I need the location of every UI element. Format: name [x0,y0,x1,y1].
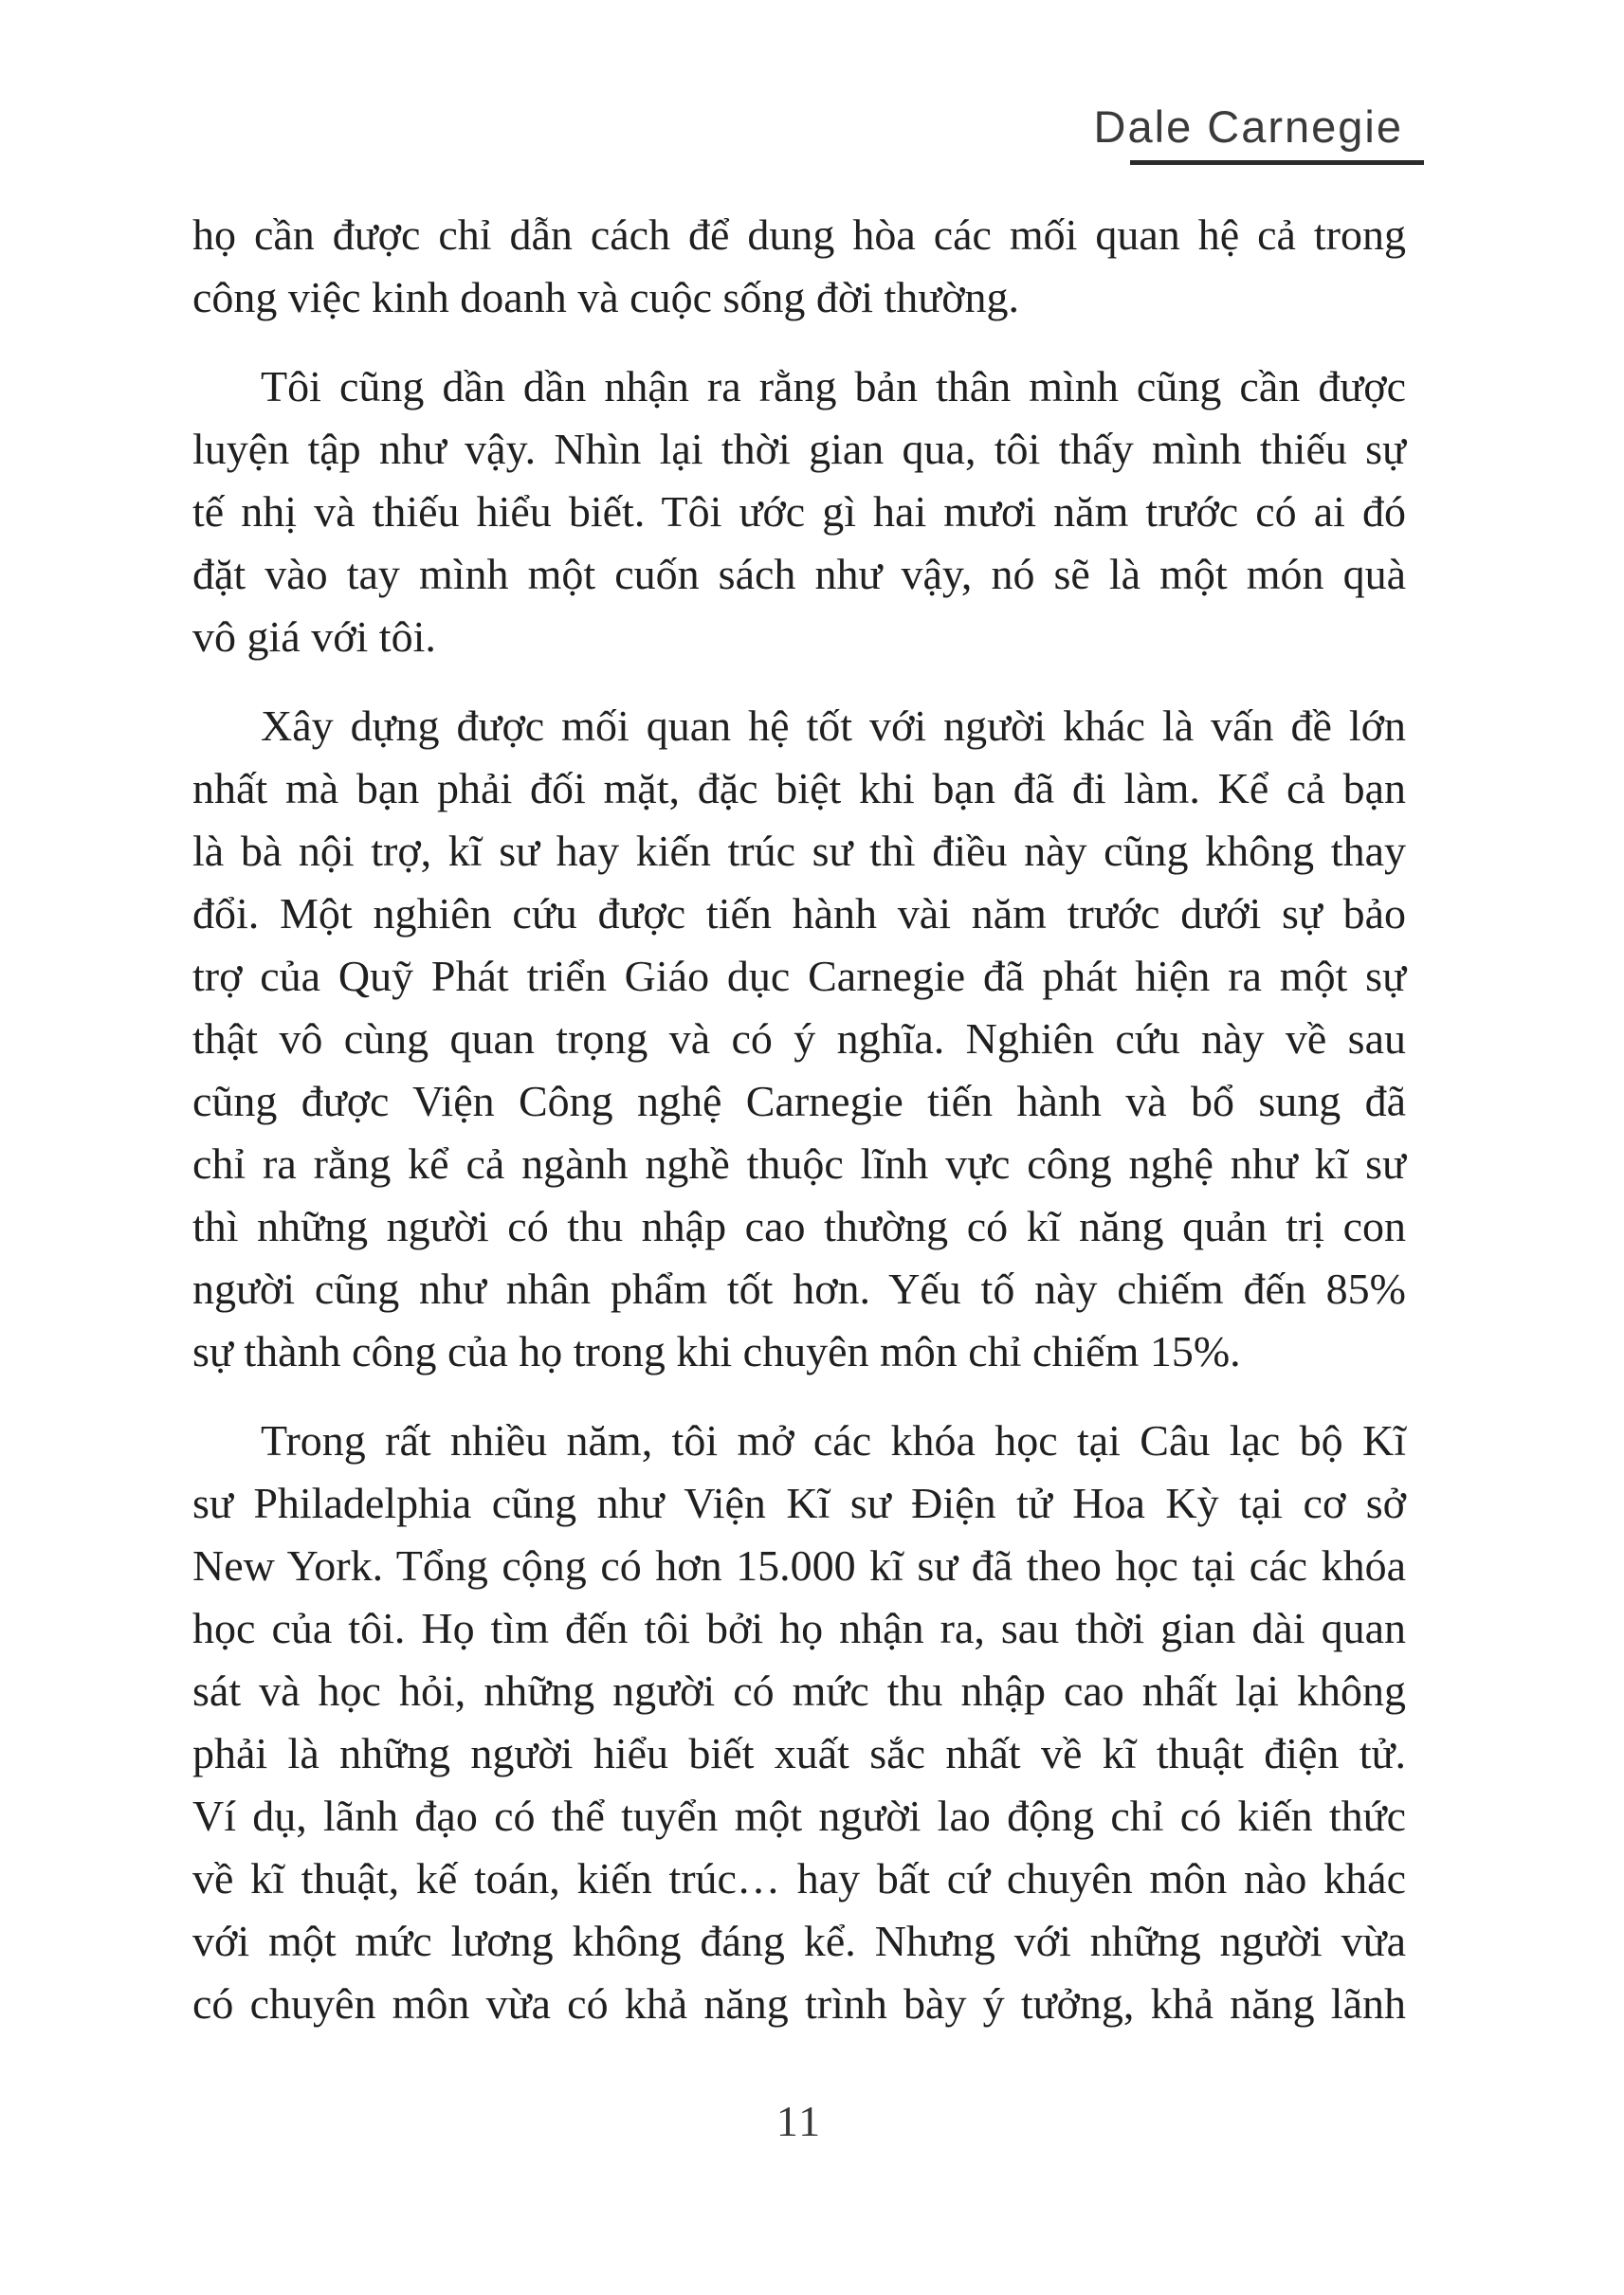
text-line: New York. Tổng cộng có hơn 15.000 kĩ sư đã theo học tại các khóa [192,1541,1406,1590]
text-line: Trong rất nhiều năm, tôi mở các khóa học tại Câu lạc bộ Kĩ [261,1416,1406,1465]
paragraph [192,355,1406,668]
text-line: Tôi cũng dần dần nhận ra rằng bản thân mình cũng cần được [261,362,1406,410]
paragraph [192,204,1406,329]
text-line: họ cần được chỉ dẫn cách để dung hòa các mối quan hệ cả trong [192,210,1406,259]
text-line: là bà nội trợ, kĩ sư hay kiến trúc sư thì điều này cũng không thay [192,827,1406,875]
text-line: nhất mà bạn phải đối mặt, đặc biệt khi bạn đã đi làm. Kể cả bạn [192,764,1406,812]
text-line: đổi. Một nghiên cứu được tiến hành vài năm trước dưới sự bảo [192,889,1406,938]
text-line: người cũng như nhân phẩm tốt hơn. Yếu tố này chiếm đến 85% [192,1265,1406,1313]
text-line: Ví dụ, lãnh đạo có thể tuyển một người lao động chỉ có kiến thức [192,1792,1406,1840]
text-line: phải là những người hiểu biết xuất sắc nhất về kĩ thuật điện tử. [192,1729,1406,1777]
text-line: thì những người có thu nhập cao thường có kĩ năng quản trị con [192,1202,1406,1250]
text-line: với một mức lương không đáng kể. Nhưng với những người vừa [192,1917,1406,1965]
text-line: sư Philadelphia cũng như Viện Kĩ sư Điện tử Hoa Kỳ tại cơ sở [192,1479,1406,1527]
text-line: sát và học hỏi, những người có mức thu nhập cao nhất lại không [192,1667,1406,1715]
text-line: trợ của Quỹ Phát triển Giáo dục Carnegie đã phát hiện ra một sự [192,952,1406,1000]
text-line: luyện tập như vậy. Nhìn lại thời gian qua, tôi thấy mình thiếu sự [192,425,1406,473]
text-line: về kĩ thuật, kế toán, kiến trúc… hay bất cứ chuyên môn nào khác [192,1854,1406,1903]
body-text-block [192,204,1406,2035]
running-header-author: Dale Carnegie [1093,101,1403,152]
text-line: chỉ ra rằng kể cả ngành nghề thuộc lĩnh vực công nghệ như kĩ sư [192,1139,1406,1188]
text-line: sự thành công của họ trong khi chuyên môn chỉ chiếm 15%. [192,1327,1241,1375]
page-number: 11 [776,2097,823,2145]
header-rule-divider [1130,160,1424,165]
paragraph [192,1410,1406,2035]
text-line: vô giá với tôi. [192,612,436,661]
text-line: Xây dựng được mối quan hệ tốt với người khác là vấn đề lớn [261,701,1406,750]
text-line: đặt vào tay mình một cuốn sách như vậy, nó sẽ là một món quà [192,550,1406,598]
text-line: học của tôi. Họ tìm đến tôi bởi họ nhận ra, sau thời gian dài quan [192,1604,1406,1652]
paragraph [192,695,1406,1383]
text-line: có chuyên môn vừa có khả năng trình bày ý tưởng, khả năng lãnh [192,1979,1406,2028]
text-line: công việc kinh doanh và cuộc sống đời thường. [192,273,1020,321]
text-line: cũng được Viện Công nghệ Carnegie tiến hành và bổ sung đã [192,1077,1406,1125]
text-line: thật vô cùng quan trọng và có ý nghĩa. Nghiên cứu này về sau [192,1014,1406,1063]
text-line: tế nhị và thiếu hiểu biết. Tôi ước gì hai mươi năm trước có ai đó [192,487,1406,536]
